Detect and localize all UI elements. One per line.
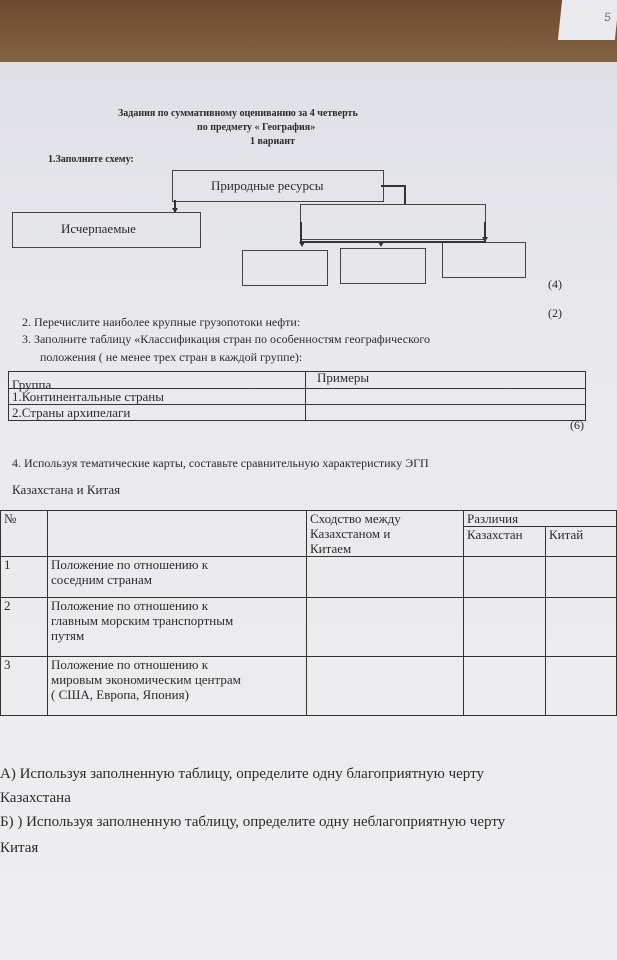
table-row <box>9 372 586 389</box>
task1-score: (4) <box>548 277 562 291</box>
cell-china[interactable] <box>546 657 617 716</box>
cell-kazakhstan[interactable] <box>464 657 546 716</box>
task3-line-2: положения ( не менее трех стран в каждой группе): <box>40 350 303 364</box>
criterion-line: соседним странам <box>51 572 152 587</box>
question-b-line-1: Б) ) Используя заполненную таблицу, определите одну неблагоприятную черту <box>0 814 506 830</box>
cell-similarity[interactable] <box>307 598 464 657</box>
header-line-1: Задания по суммативному оцениванию за 4 четверть <box>118 108 358 119</box>
row-criterion <box>48 557 307 598</box>
header-kazakhstan: Казахстан <box>464 527 546 557</box>
cell-china[interactable] <box>546 598 617 657</box>
criterion-line: главным морским транспортным <box>51 613 234 628</box>
table-header-group <box>9 372 306 392</box>
worksheet-page <box>0 62 617 960</box>
table-row <box>1 657 617 716</box>
scheme-box-empty-1[interactable] <box>242 250 328 286</box>
scheme-box-empty-2[interactable] <box>340 248 426 284</box>
corner-paper: 5 <box>558 0 617 40</box>
task4-line-2: Казахстана и Китая <box>12 482 121 497</box>
connector-line <box>300 241 486 243</box>
header-line-3: 1 вариант <box>250 136 295 147</box>
criterion-line: мировым экономическим центрам <box>51 672 241 687</box>
task4-line-1: 4. Используя тематические карты, составьте сравнительную характеристику ЭГП <box>12 456 429 470</box>
table-row <box>9 389 586 405</box>
table-header-examples <box>306 372 586 389</box>
table-row <box>1 557 617 598</box>
task2-text: 2. Перечислите наиболее крупные грузопотоки нефти: <box>22 315 301 329</box>
cell-similarity[interactable] <box>307 557 464 598</box>
task2-score: (2) <box>548 306 562 320</box>
criterion-line: Положение по отношению к <box>51 657 209 672</box>
cell-kazakhstan[interactable] <box>464 598 546 657</box>
cell-china[interactable] <box>546 557 617 598</box>
scheme-box-natural-resources[interactable] <box>172 170 384 202</box>
connector-line <box>300 222 302 242</box>
arrow-icon <box>482 237 488 242</box>
scheme-box-empty-top[interactable] <box>300 204 486 240</box>
criterion-line: Положение по отношению к <box>51 598 209 613</box>
scheme-box-exhaustible[interactable] <box>12 212 201 248</box>
cell-similarity[interactable] <box>307 657 464 716</box>
criterion-line: ( США, Европа, Япония) <box>51 687 189 702</box>
table-cell-group: 1.Континентальные страны <box>9 389 306 405</box>
cell-kazakhstan[interactable] <box>464 557 546 598</box>
question-a-line-2: Казахстана <box>0 790 71 806</box>
arrow-icon <box>299 242 305 247</box>
header-num: № <box>1 511 48 557</box>
cell-text: Примеры <box>317 370 370 385</box>
scheme-box-empty-3[interactable] <box>442 242 526 278</box>
row-num: 2 <box>1 598 48 657</box>
header-similarity <box>307 511 464 557</box>
table-row <box>1 598 617 657</box>
classification-table <box>8 371 586 421</box>
criterion-line: путям <box>51 628 85 643</box>
row-num: 3 <box>1 657 48 716</box>
header-differences: Различия <box>464 511 617 527</box>
row-criterion <box>48 657 307 716</box>
arrow-icon <box>172 208 178 213</box>
comparison-table <box>0 510 617 716</box>
header-line-2: по предмету « География» <box>197 122 316 133</box>
task3-line-1: 3. Заполните таблицу «Классификация стран по особенностям географического <box>22 332 430 346</box>
header-empty <box>48 511 307 557</box>
table-cell-examples[interactable] <box>306 389 586 405</box>
cell-text: Группа <box>12 377 52 392</box>
row-criterion <box>48 598 307 657</box>
question-a-line-1: А) Используя заполненную таблицу, определите одну благоприятную черту <box>0 766 484 782</box>
table-cell-group: 2.Страны архипелаги <box>9 405 306 421</box>
table-row <box>9 405 586 421</box>
task3-score: (6) <box>570 418 584 432</box>
header-china: Китай <box>546 527 617 557</box>
connector-line <box>381 185 405 187</box>
header-similarity-line: Сходство между <box>310 511 401 526</box>
criterion-line: Положение по отношению к <box>51 557 209 572</box>
scheme-box-label: Исчерпаемые <box>61 221 136 236</box>
scheme-box-label: Природные ресурсы <box>211 178 324 193</box>
table-row <box>1 511 617 527</box>
header-similarity-line: Казахстаном и <box>310 526 391 541</box>
task1-title: 1.Заполните схему: <box>48 154 134 165</box>
connector-line <box>404 185 406 204</box>
header-similarity-line: Китаем <box>310 541 352 556</box>
table-cell-examples[interactable] <box>306 405 586 421</box>
question-b-line-2: Китая <box>0 840 39 856</box>
row-num: 1 <box>1 557 48 598</box>
arrow-icon <box>378 242 384 247</box>
